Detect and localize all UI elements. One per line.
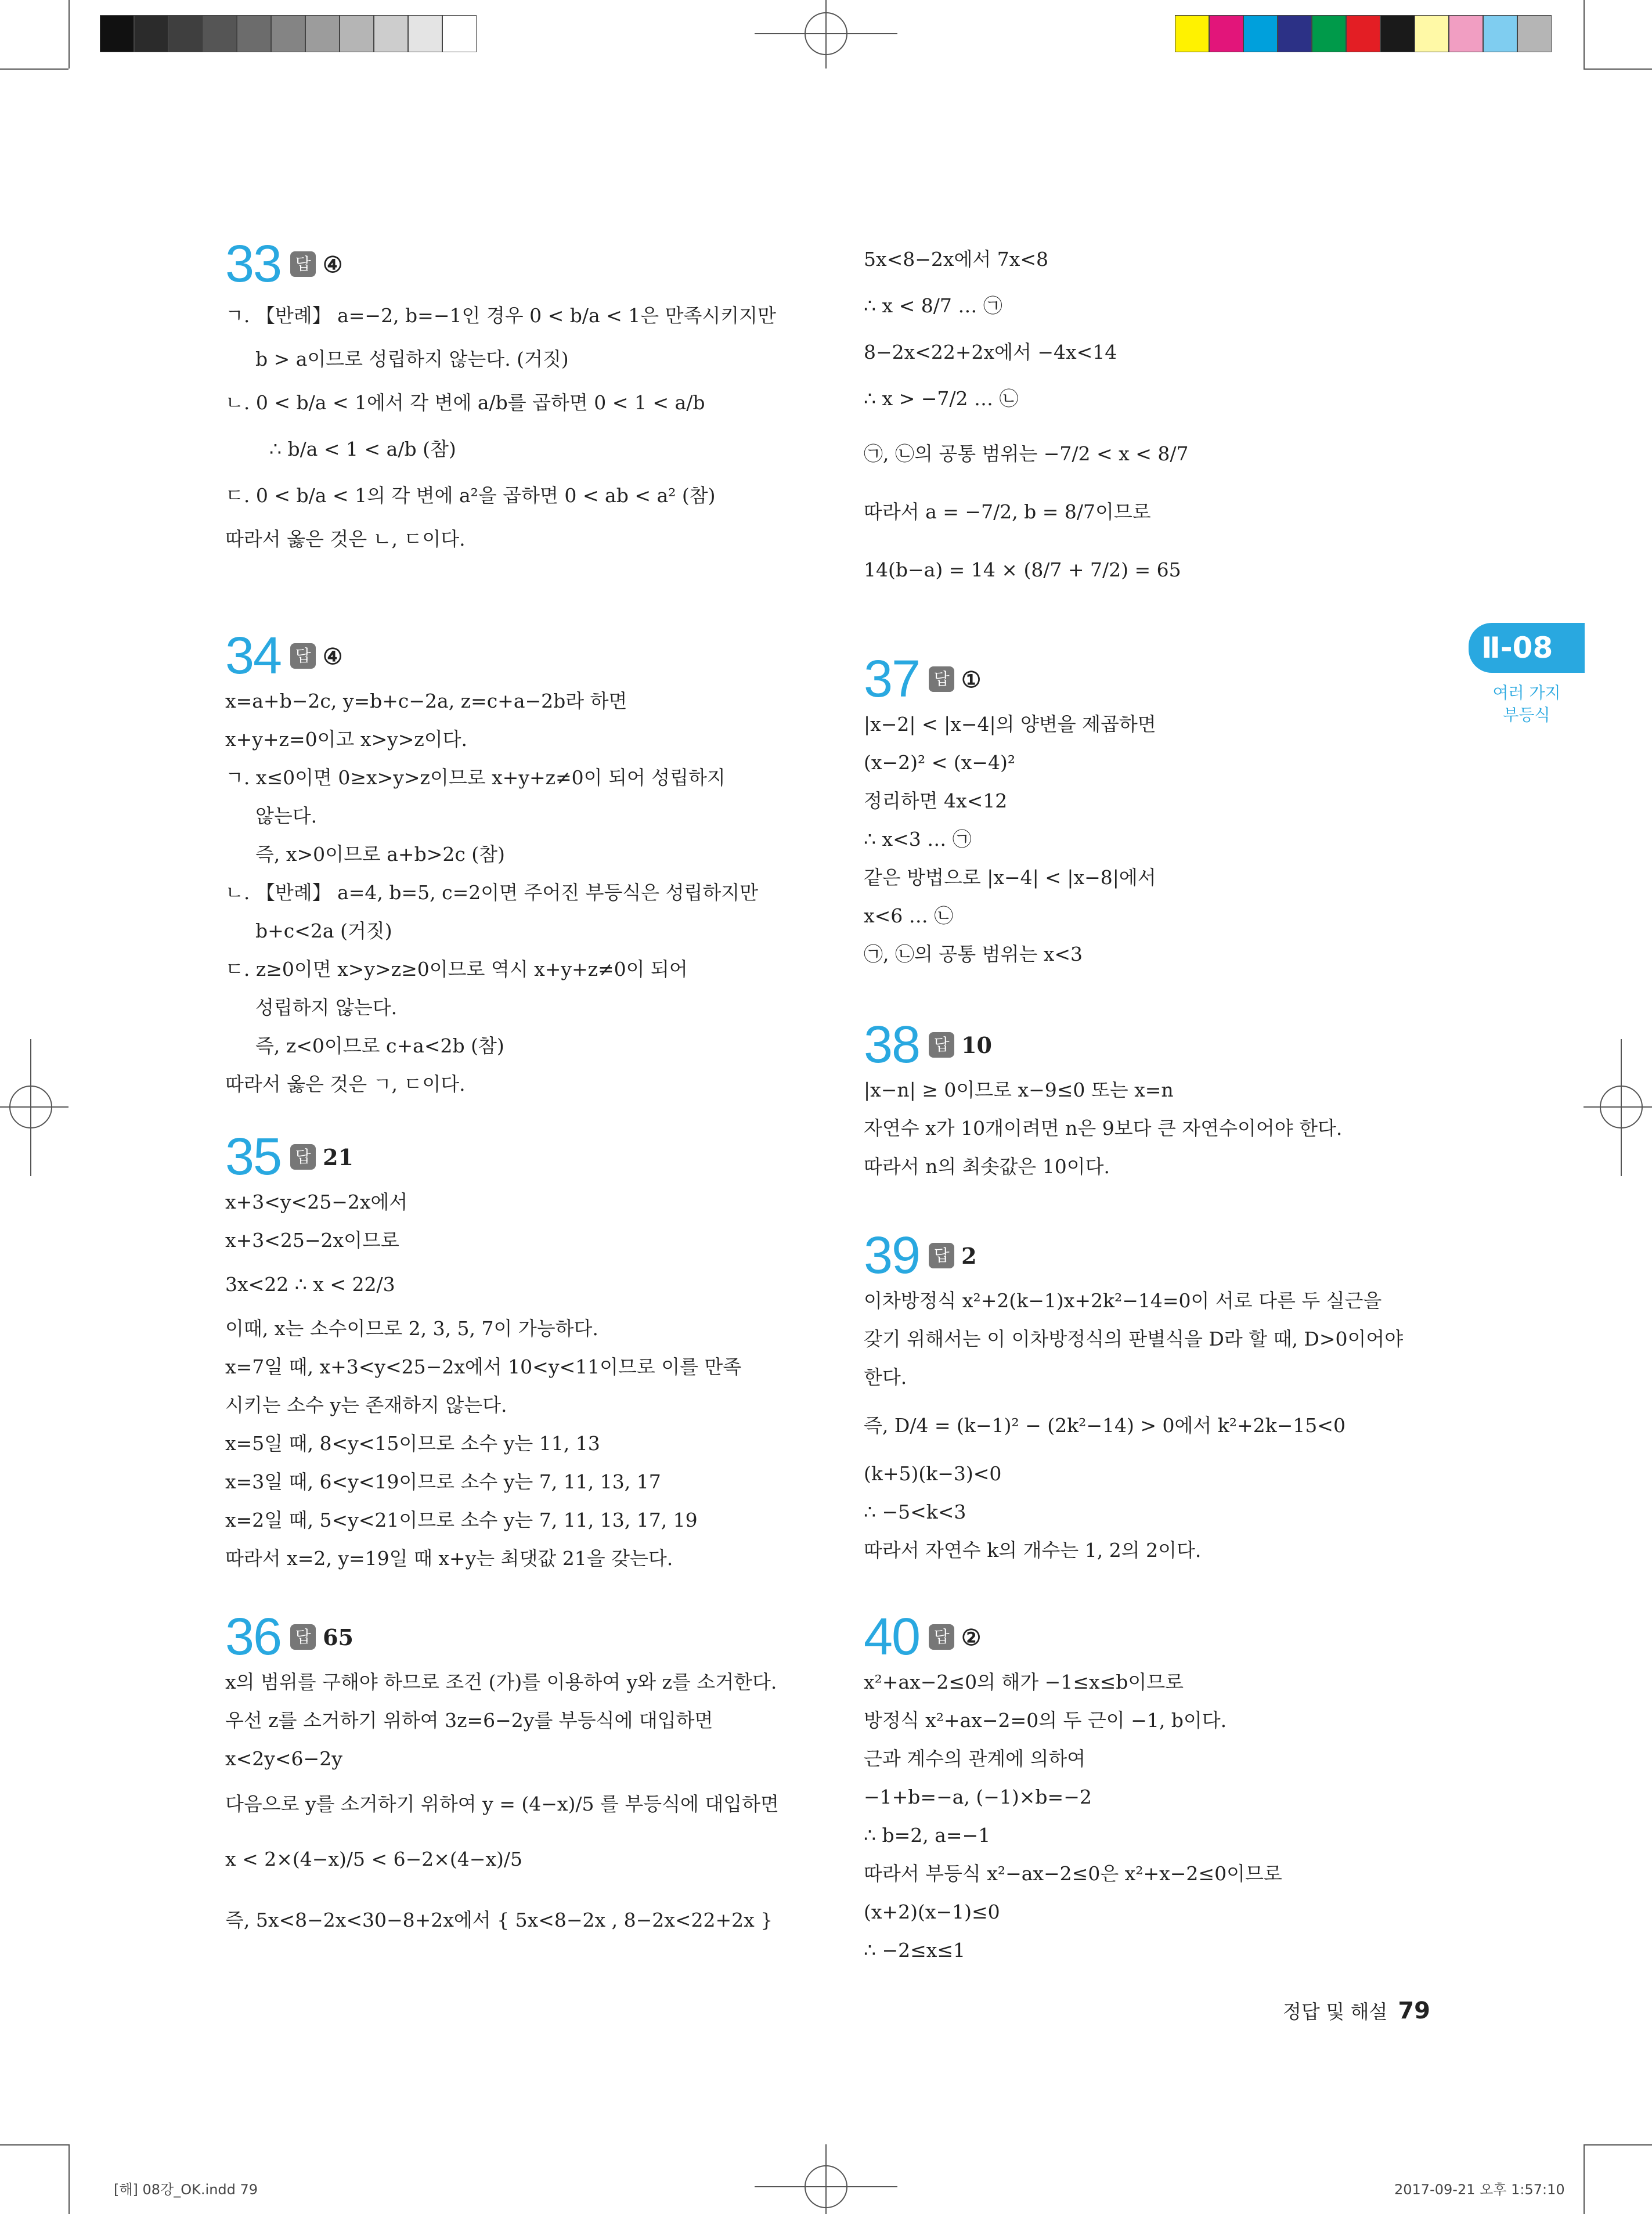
question-number: 36 xyxy=(225,1608,282,1666)
calibration-swatch xyxy=(1175,15,1209,52)
answer-badge: 답 xyxy=(290,251,316,277)
solution-line: x의 범위를 구해야 하므로 조건 (가)를 이용하여 y와 z를 소거한다. xyxy=(225,1671,777,1693)
solution-line: x < 2×(4−x)/5 < 6−2×(4−x)/5 xyxy=(225,1848,523,1870)
calibration-swatch xyxy=(1517,15,1552,52)
calibration-swatch xyxy=(1346,15,1380,52)
calibration-swatch xyxy=(168,15,203,52)
calibration-swatch xyxy=(1243,15,1278,52)
solution-line: 즉, x>0이므로 a+b>2c (참) xyxy=(255,843,505,866)
registration-line xyxy=(1621,1039,1622,1176)
solution-line: 다음으로 y를 소거하기 위하여 y = (4−x)/5 를 부등식에 대입하면 xyxy=(225,1793,779,1815)
solution-line: ㄴ. 0 < b/a < 1에서 각 변에 a/b를 곱하면 0 < 1 < a/b xyxy=(225,391,705,414)
calibration-swatch xyxy=(203,15,237,52)
crop-mark xyxy=(0,2144,68,2146)
answer-value: 2 xyxy=(961,1242,977,1269)
solution-line: 따라서 x=2, y=19일 때 x+y는 최댓값 21을 갖는다. xyxy=(225,1547,673,1570)
calibration-swatch xyxy=(305,15,340,52)
question-37 xyxy=(864,650,1156,973)
solution-line: x=a+b−2c, y=b+c−2a, z=c+a−2b라 하면 xyxy=(225,690,627,712)
timestamp-slug: 2017-09-21 오후 1:57:10 xyxy=(1394,2181,1565,2198)
answer-badge: 답 xyxy=(929,1032,954,1058)
chapter-tab: Ⅱ-08 xyxy=(1469,623,1585,673)
chapter-subtitle xyxy=(1474,682,1579,726)
question-number: 37 xyxy=(864,650,920,708)
answer-value: 21 xyxy=(323,1144,354,1170)
solution-line: (k+5)(k−3)<0 xyxy=(864,1462,1002,1485)
solution-line: x+y+z=0이고 x>y>z이다. xyxy=(225,728,468,751)
calibration-swatch xyxy=(271,15,305,52)
solution-line: b+c<2a (거짓) xyxy=(255,920,392,942)
registration-line xyxy=(825,0,827,68)
solution-line: |x−n| ≥ 0이므로 x−9≤0 또는 x=n xyxy=(864,1079,1174,1101)
crop-mark xyxy=(1584,2144,1585,2214)
registration-line xyxy=(1584,1106,1652,1108)
solution-line: 따라서 n의 최솟값은 10이다. xyxy=(864,1155,1110,1178)
solution-line: 따라서 a = −7/2, b = 8/7이므로 xyxy=(864,500,1151,523)
solution-line: x+3<y<25−2x에서 xyxy=(225,1191,408,1213)
answer-value: ② xyxy=(961,1624,982,1650)
solution-line: 자연수 x가 10개이려면 n은 9보다 큰 자연수이어야 한다. xyxy=(864,1117,1343,1140)
solution-line: 따라서 부등식 x²−ax−2≤0은 x²+x−2≤0이므로 xyxy=(864,1862,1282,1885)
crop-mark xyxy=(1584,2144,1652,2146)
question-38 xyxy=(864,1016,1343,1186)
solution-line: ∴ −2≤x≤1 xyxy=(864,1939,966,1961)
answer-badge: 답 xyxy=(929,1243,954,1268)
solution-line: 같은 방법으로 |x−4| < |x−8|에서 xyxy=(864,866,1156,889)
calibration-swatch xyxy=(1380,15,1415,52)
solution-line: 한다. xyxy=(864,1366,907,1389)
question-number: 38 xyxy=(864,1016,920,1074)
solution-line: (x+2)(x−1)≤0 xyxy=(864,1901,1000,1923)
answer-value: ④ xyxy=(323,251,343,277)
question-35 xyxy=(225,1128,742,1578)
color-calibration-bar xyxy=(1175,15,1552,52)
question-number: 39 xyxy=(864,1227,920,1285)
solution-line: ∴ x < 8/7 … ㉠ xyxy=(864,294,1002,317)
answer-value: 10 xyxy=(961,1032,992,1058)
solution-line: ㄴ. 【반례】 a=4, b=5, c=2이면 주어진 부등식은 성립하지만 xyxy=(225,881,759,904)
answer-badge: 답 xyxy=(290,643,316,669)
crop-mark xyxy=(1584,0,1585,68)
solution-line: 근과 계수의 관계에 의하여 xyxy=(864,1747,1086,1770)
calibration-swatch xyxy=(237,15,271,52)
page-number: 79 xyxy=(1398,1997,1430,2024)
solution-line: 14(b−a) = 14 × (8/7 + 7/2) = 65 xyxy=(864,558,1181,581)
question-number: 34 xyxy=(225,627,282,685)
registration-line xyxy=(30,1039,31,1176)
solution-line: ∴ −5<k<3 xyxy=(864,1501,966,1523)
solution-line: x=3일 때, 6<y<19이므로 소수 y는 7, 11, 13, 17 xyxy=(225,1470,661,1493)
chapter-subtitle-line: 부등식 xyxy=(1503,705,1550,724)
solution-line: 즉, 5x<8−2x<30−8+2x에서 { 5x<8−2x , 8−2x<22+2x } xyxy=(225,1909,773,1931)
solution-line: 즉, z<0이므로 c+a<2b (참) xyxy=(255,1034,504,1057)
solution-line: ∴ b=2, a=−1 xyxy=(864,1824,991,1847)
solution-line: 따라서 옳은 것은 ㄱ, ㄷ이다. xyxy=(225,1073,466,1095)
gray-calibration-bar xyxy=(100,15,477,52)
solution-line: ㄷ. z≥0이면 x>y>z≥0이므로 역시 x+y+z≠0이 되어 xyxy=(225,958,688,980)
solution-line: 이차방정식 x²+2(k−1)x+2k²−14=0이 서로 다른 두 실근을 xyxy=(864,1289,1382,1312)
answer-value: ④ xyxy=(323,643,343,669)
answer-badge: 답 xyxy=(290,1144,316,1170)
solution-line: 시키는 소수 y는 존재하지 않는다. xyxy=(225,1394,507,1416)
solution-line: ㉠, ㉡의 공통 범위는 −7/2 < x < 8/7 xyxy=(864,442,1189,465)
registration-line xyxy=(0,1106,68,1108)
solution-line: 정리하면 4x<12 xyxy=(864,789,1008,812)
solution-line: (x−2)² < (x−4)² xyxy=(864,751,1016,774)
solution-line: 8−2x<22+2x에서 −4x<14 xyxy=(864,341,1117,363)
solution-line: ㉠, ㉡의 공통 범위는 x<3 xyxy=(864,943,1083,965)
solution-line: x+3<25−2x이므로 xyxy=(225,1229,399,1252)
calibration-swatch xyxy=(1278,15,1312,52)
solution-line: 방정식 x²+ax−2=0의 두 근이 −1, b이다. xyxy=(864,1709,1227,1732)
solution-line: 따라서 옳은 것은 ㄴ, ㄷ이다. xyxy=(225,528,466,550)
solution-line: 5x<8−2x에서 7x<8 xyxy=(864,248,1049,271)
solution-line: 이때, x는 소수이므로 2, 3, 5, 7이 가능하다. xyxy=(225,1317,598,1340)
solution-line: 않는다. xyxy=(255,805,318,827)
answer-value: ① xyxy=(961,666,982,693)
calibration-swatch xyxy=(1483,15,1517,52)
crop-mark xyxy=(68,2144,70,2214)
calibration-swatch xyxy=(408,15,442,52)
solution-line: 성립하지 않는다. xyxy=(255,996,398,1019)
solution-line: x²+ax−2≤0의 해가 −1≤x≤b이므로 xyxy=(864,1671,1184,1693)
question-36-continued xyxy=(864,239,1188,599)
question-number: 35 xyxy=(225,1128,282,1186)
footer-label: 정답 및 해설 xyxy=(1282,2000,1388,2023)
solution-line: |x−2| < |x−4|의 양변을 제곱하면 xyxy=(864,713,1156,735)
solution-line: ㄷ. 0 < b/a < 1의 각 변에 a²을 곱하면 0 < ab < a² (참) xyxy=(225,484,716,507)
solution-line: 3x<22 ∴ x < 22/3 xyxy=(225,1273,395,1296)
calibration-swatch xyxy=(340,15,374,52)
solution-line: x=7일 때, x+3<y<25−2x에서 10<y<11이므로 이를 만족 xyxy=(225,1355,742,1378)
calibration-swatch xyxy=(1312,15,1346,52)
solution-line: ㄱ. 【반례】 a=−2, b=−1인 경우 0 < b/a < 1은 만족시키지만 xyxy=(225,304,776,327)
calibration-swatch xyxy=(374,15,408,52)
chapter-subtitle-line: 여러 가지 xyxy=(1492,683,1561,702)
solution-line: 우선 z를 소거하기 위하여 3z=6−2y를 부등식에 대입하면 xyxy=(225,1709,713,1732)
answer-badge: 답 xyxy=(929,666,954,692)
question-39 xyxy=(864,1229,1403,1570)
calibration-swatch xyxy=(1415,15,1449,52)
registration-line xyxy=(825,2144,827,2214)
solution-line: ∴ x > −7/2 … ㉡ xyxy=(864,387,1019,410)
calibration-swatch xyxy=(1209,15,1243,52)
solution-line: ∴ b/a < 1 < a/b (참) xyxy=(269,438,456,460)
crop-mark xyxy=(68,0,70,68)
question-36 xyxy=(225,1608,779,1952)
answer-badge: 답 xyxy=(929,1624,954,1650)
answer-value: 65 xyxy=(323,1624,354,1650)
solution-line: 즉, D/4 = (k−1)² − (2k²−14) > 0에서 k²+2k−15<0 xyxy=(864,1414,1346,1437)
solution-line: x=2일 때, 5<y<21이므로 소수 y는 7, 11, 13, 17, 19 xyxy=(225,1509,698,1531)
answer-badge: 답 xyxy=(290,1624,316,1650)
solution-line: b > a이므로 성립하지 않는다. (거짓) xyxy=(255,348,569,370)
solution-line: x<6 … ㉡ xyxy=(864,904,954,927)
question-number: 33 xyxy=(225,235,282,293)
file-slug: [해] 08강_OK.indd 79 xyxy=(114,2181,258,2198)
solution-line: x<2y<6−2y xyxy=(225,1747,342,1770)
solution-line: 따라서 자연수 k의 개수는 1, 2의 2이다. xyxy=(864,1539,1202,1562)
question-34 xyxy=(225,627,759,1104)
calibration-swatch xyxy=(442,15,477,52)
question-number: 40 xyxy=(864,1608,920,1666)
solution-line: 갖기 위해서는 이 이차방정식의 판별식을 D라 할 때, D>0이어야 xyxy=(864,1328,1404,1350)
calibration-swatch xyxy=(1449,15,1483,52)
solution-line: −1+b=−a, (−1)×b=−2 xyxy=(864,1786,1092,1808)
calibration-swatch xyxy=(134,15,168,52)
page-footer xyxy=(1283,1997,1430,2024)
solution-line: x=5일 때, 8<y<15이므로 소수 y는 11, 13 xyxy=(225,1432,600,1455)
crop-mark xyxy=(1584,68,1652,70)
solution-line: ∴ x<3 … ㉠ xyxy=(864,828,972,850)
crop-mark xyxy=(0,68,68,70)
calibration-swatch xyxy=(100,15,134,52)
question-40 xyxy=(864,1608,1282,1970)
solution-line: ㄱ. x≤0이면 0≥x>y>z이므로 x+y+z≠0이 되어 성립하지 xyxy=(225,766,726,789)
question-33 xyxy=(225,235,776,560)
